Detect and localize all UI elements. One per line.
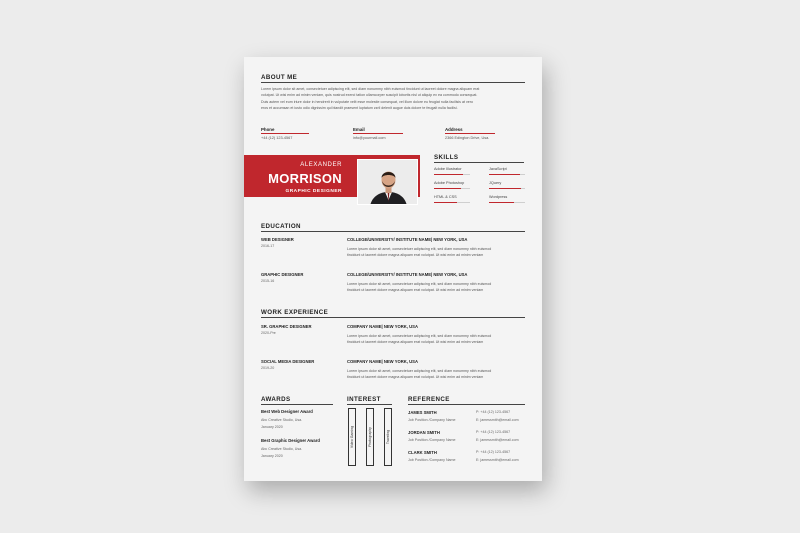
resume-page	[244, 57, 542, 481]
reference-name: JORDAN SMITH	[408, 430, 440, 435]
skill-level-bar	[434, 188, 461, 189]
award-title: Best Web Designer Award	[261, 409, 313, 414]
email-value[interactable]: info@yourmail.com	[353, 136, 386, 140]
phone-rule	[261, 133, 309, 134]
about-line: Duis autem vel eum iriure dolor in hendrerit in vulputate velit esse molestie consequat, vel illum dolore eu feugiat nulla facilisis at vero	[261, 99, 473, 104]
skills-heading: SKILLS	[434, 154, 459, 161]
first-name: ALEXANDER	[300, 162, 342, 168]
job-title: GRAPHIC DESIGNER	[285, 189, 342, 194]
work-company: COMPANY NAME| NEW YORK, USA	[347, 359, 418, 364]
education-heading: EDUCATION	[261, 223, 301, 230]
reference-rule	[408, 404, 525, 405]
interest-item	[384, 408, 392, 466]
skill-level-bar	[434, 202, 457, 203]
reference-name: CLARK SMITH	[408, 450, 437, 455]
skill-level-bar	[434, 174, 463, 175]
reference-email[interactable]: E: jamessmith@email.com	[476, 458, 519, 462]
edu-description	[347, 281, 527, 294]
skill-label: JavaScript	[489, 167, 507, 171]
email-rule	[353, 133, 403, 134]
address-label: Address	[445, 127, 463, 132]
about-line: eros et accumsan et iusto odio dignissim qui blandit praesent luptatum zzril delenit augue duis dolore te feugait nulla facilisi.	[261, 106, 458, 111]
reference-position: Job Position /Company Name	[408, 458, 456, 462]
skill-level-bar	[489, 188, 521, 189]
about-line: volutpat. Ut wisi enim ad minim veniam, quis nostrud exerci tation ullamcorper suscipit lobortis nisl ut aliquip ex ea commodo consequat.	[261, 93, 478, 98]
education-rule	[261, 231, 525, 232]
edu-role: GRAPHIC DESIGNER	[261, 272, 304, 277]
edu-role: WEB DESIGNER	[261, 237, 294, 242]
interest-label: Traveling	[386, 429, 390, 445]
interest-heading: INTEREST	[347, 396, 381, 403]
skill-level-bar	[489, 202, 514, 203]
awards-rule	[261, 404, 333, 405]
edu-years: 2016-17	[261, 244, 275, 248]
award-org: Abc Creative Studio, Usa.	[261, 418, 303, 422]
work-description	[347, 368, 527, 381]
email-label: Email	[353, 127, 365, 132]
edu-line: Lorem ipsum dolor sit amet, consectetuer adipiscing elit, sed diam nonummy nibh euismod	[347, 282, 492, 286]
interest-item	[366, 408, 374, 466]
award-title: Best Graphic Designer Award	[261, 438, 320, 443]
edu-description	[347, 246, 527, 259]
reference-phone: P: +44 (12) 123-4567	[476, 430, 511, 434]
work-rule	[261, 317, 525, 318]
award-date: January 2020	[261, 425, 283, 429]
reference-heading: REFERENCE	[408, 396, 450, 403]
work-line: Lorem ipsum dolor sit amet, consectetuer adipiscing elit, sed diam nonummy nibh euismod	[347, 334, 492, 338]
edu-institution: COLLEGE/UNIVERSITY/ INSTITUTE NAME| NEW YORK, USA	[347, 237, 468, 242]
phone-value: +44 (12) 123-4567	[261, 136, 293, 140]
about-heading: ABOUT ME	[261, 74, 298, 81]
reference-position: Job Position /Company Name	[408, 418, 456, 422]
edu-line: tincidunt ut laoreet dolore magna aliquam erat volutpat. Ut wisi enim ad minim veniam	[347, 253, 484, 258]
skill-label: JQuery	[489, 181, 502, 185]
interest-label: Video Gaming	[350, 425, 354, 449]
skills-rule	[434, 162, 524, 163]
work-years: 2019-20	[261, 366, 275, 370]
about-line: Lorem ipsum dolor sit amet, consectetuer adipiscing elit, sed diam nonummy nibh euismod tincidunt ut laoreet dolore magna aliquam erat	[261, 87, 480, 91]
skill-label: Adobe Illustrator	[434, 167, 462, 171]
work-line: Lorem ipsum dolor sit amet, consectetuer adipiscing elit, sed diam nonummy nibh euismod	[347, 369, 492, 373]
interest-rule	[347, 404, 392, 405]
about-paragraph	[261, 86, 527, 112]
skill-level-bar	[489, 174, 520, 175]
phone-label: Phone	[261, 127, 275, 132]
work-description	[347, 333, 527, 346]
work-line: tincidunt ut laoreet dolore magna aliquam erat volutpat. Ut wisi enim ad minim veniam	[347, 375, 484, 380]
work-line: tincidunt ut laoreet dolore magna aliquam erat volutpat. Ut wisi enim ad minim veniam	[347, 340, 484, 345]
reference-position: Job Position /Company Name	[408, 438, 456, 442]
edu-institution: COLLEGE/UNIVERSITY/ INSTITUTE NAME| NEW YORK, USA	[347, 272, 468, 277]
reference-email[interactable]: E: jamessmith@email.com	[476, 438, 519, 442]
work-heading: WORK EXPERIENCE	[261, 309, 329, 316]
reference-name: JAMES SMITH	[408, 410, 437, 415]
interest-item	[348, 408, 356, 466]
reference-phone: P: +44 (12) 123-4567	[476, 410, 511, 414]
award-date: January 2020	[261, 454, 283, 458]
reference-phone: P: +44 (12) 123-4567	[476, 450, 511, 454]
interest-label: Photography	[368, 427, 372, 447]
work-company: COMPANY NAME| NEW YORK, USA	[347, 324, 418, 329]
work-role: SR. GRAPHIC DESIGNER	[261, 324, 312, 329]
profile-photo	[357, 159, 418, 205]
skill-label: Wordpress	[489, 195, 508, 199]
edu-years: 2015-16	[261, 279, 275, 283]
person-portrait-icon	[358, 160, 418, 205]
edu-line: tincidunt ut laoreet dolore magna aliquam erat volutpat. Ut wisi enim ad minim veniam	[347, 288, 484, 293]
award-org: Abc Creative Studio, Usa.	[261, 447, 303, 451]
skill-label: HTML & CSS	[434, 195, 457, 199]
reference-email[interactable]: E: jamessmith@email.com	[476, 418, 519, 422]
work-years: 2020-Pre	[261, 331, 276, 335]
skill-label: Adobe Photoshop	[434, 181, 465, 185]
address-rule	[445, 133, 495, 134]
awards-heading: AWARDS	[261, 396, 291, 403]
edu-line: Lorem ipsum dolor sit amet, consectetuer adipiscing elit, sed diam nonummy nibh euismod	[347, 247, 492, 251]
work-role: SOCIAL MEDIA DESIGNER	[261, 359, 315, 364]
about-rule	[261, 82, 525, 83]
address-value: 2366 Edington Drive, Usa.	[445, 136, 490, 140]
last-name: MORRISON	[268, 171, 342, 186]
